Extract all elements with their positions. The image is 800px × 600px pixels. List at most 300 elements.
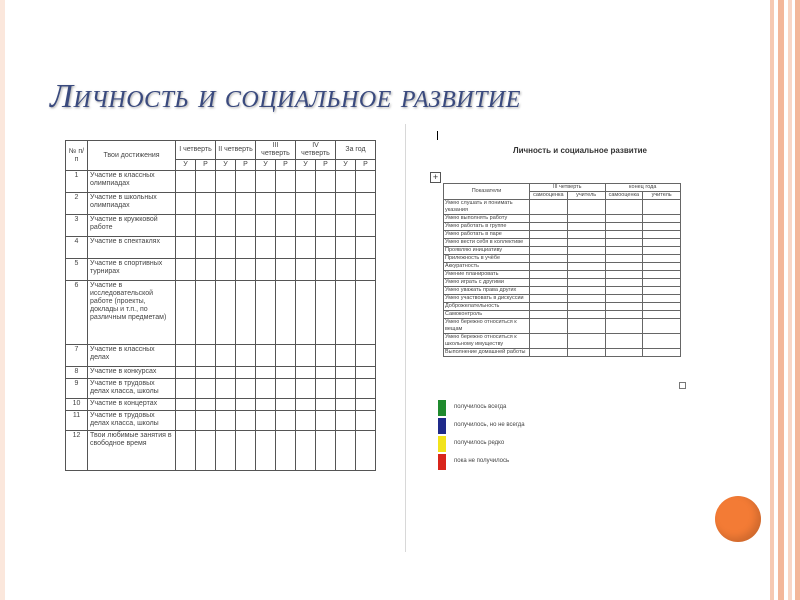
row-indicator: Аккуратность: [444, 263, 530, 271]
empty-cell[interactable]: [176, 215, 196, 237]
table-row: [66, 237, 376, 259]
empty-cell[interactable]: [643, 271, 681, 279]
empty-cell[interactable]: [605, 215, 643, 223]
empty-cell[interactable]: [567, 200, 605, 215]
legend-swatch: [438, 436, 446, 452]
empty-cell[interactable]: [296, 431, 316, 471]
empty-cell[interactable]: [530, 319, 568, 334]
empty-cell[interactable]: [530, 287, 568, 295]
table-row: [66, 171, 376, 193]
empty-cell[interactable]: [643, 319, 681, 334]
header-sub: Р: [276, 160, 296, 171]
empty-cell[interactable]: [236, 193, 256, 215]
empty-cell[interactable]: [256, 237, 276, 259]
empty-cell[interactable]: [256, 215, 276, 237]
empty-cell[interactable]: [567, 215, 605, 223]
row-achievement: Участие в классных делах: [88, 345, 176, 367]
empty-cell[interactable]: [256, 431, 276, 471]
empty-cell[interactable]: [196, 345, 216, 367]
empty-cell[interactable]: [216, 237, 236, 259]
empty-cell[interactable]: [530, 271, 568, 279]
empty-cell[interactable]: [196, 431, 216, 471]
row-achievement: Твои любимые занятия в свободное время: [88, 431, 176, 471]
empty-cell[interactable]: [336, 215, 356, 237]
header-achievements: Твои достижения: [88, 141, 176, 171]
row-indicator: Выполнение домашней работы: [444, 349, 530, 357]
empty-cell[interactable]: [196, 399, 216, 411]
table-row: [444, 279, 681, 287]
empty-cell[interactable]: [236, 281, 256, 345]
table-row: [66, 281, 376, 345]
row-achievement: Участие в школьных олимпиадах: [88, 193, 176, 215]
empty-cell[interactable]: [643, 311, 681, 319]
empty-cell[interactable]: [176, 379, 196, 399]
empty-cell[interactable]: [530, 311, 568, 319]
empty-cell[interactable]: [256, 399, 276, 411]
legend-item: [438, 418, 638, 434]
empty-cell[interactable]: [276, 171, 296, 193]
empty-cell[interactable]: [196, 237, 216, 259]
header-quarter: IV четверть: [296, 141, 336, 160]
table-row: [444, 334, 681, 349]
legend-label: получилось всегда: [454, 404, 507, 410]
social-development-table: [443, 183, 681, 357]
empty-cell[interactable]: [336, 345, 356, 367]
empty-cell[interactable]: [567, 319, 605, 334]
social-development-document: [443, 183, 681, 357]
empty-cell[interactable]: [530, 247, 568, 255]
empty-cell[interactable]: [356, 281, 376, 345]
row-indicator: Проявляю инициативу: [444, 247, 530, 255]
empty-cell[interactable]: [530, 231, 568, 239]
empty-cell[interactable]: [316, 345, 336, 367]
empty-cell[interactable]: [256, 411, 276, 431]
empty-cell[interactable]: [336, 379, 356, 399]
table-resize-handle[interactable]: [679, 382, 686, 389]
empty-cell[interactable]: [605, 295, 643, 303]
empty-cell[interactable]: [643, 334, 681, 349]
empty-cell[interactable]: [236, 411, 256, 431]
row-indicator: Умею слушать и понимать указания: [444, 200, 530, 215]
header-quarter: II четверть: [216, 141, 256, 160]
empty-cell[interactable]: [605, 223, 643, 231]
header-sub: У: [176, 160, 196, 171]
empty-cell[interactable]: [276, 259, 296, 281]
empty-cell[interactable]: [530, 303, 568, 311]
empty-cell[interactable]: [236, 431, 256, 471]
empty-cell[interactable]: [256, 281, 276, 345]
empty-cell[interactable]: [256, 345, 276, 367]
empty-cell[interactable]: [336, 411, 356, 431]
empty-cell[interactable]: [356, 215, 376, 237]
empty-cell[interactable]: [605, 349, 643, 357]
empty-cell[interactable]: [605, 271, 643, 279]
empty-cell[interactable]: [296, 367, 316, 379]
table-row: [66, 411, 376, 431]
row-indicator: Прилежность в учёбе: [444, 255, 530, 263]
row-number: 8: [66, 367, 88, 379]
header-number: № п/п: [66, 141, 88, 171]
decor-stripe: [770, 0, 774, 600]
empty-cell[interactable]: [356, 411, 376, 431]
empty-cell[interactable]: [316, 399, 336, 411]
empty-cell[interactable]: [176, 367, 196, 379]
empty-cell[interactable]: [276, 411, 296, 431]
empty-cell[interactable]: [567, 334, 605, 349]
row-achievement: Участие в исследовательской работе (проекты, доклады и т.п., по различным предметам): [88, 281, 176, 345]
empty-cell[interactable]: [296, 281, 316, 345]
empty-cell[interactable]: [276, 215, 296, 237]
row-achievement: Участие в трудовых делах класса, школы: [88, 411, 176, 431]
row-indicator: Умею бережно относиться к школьному имуществу: [444, 334, 530, 349]
legend-swatch: [438, 454, 446, 470]
row-number: 2: [66, 193, 88, 215]
empty-cell[interactable]: [605, 319, 643, 334]
empty-cell[interactable]: [530, 295, 568, 303]
empty-cell[interactable]: [216, 171, 236, 193]
legend-item: [438, 454, 638, 470]
empty-cell[interactable]: [196, 259, 216, 281]
table-row: [66, 399, 376, 411]
empty-cell[interactable]: [176, 411, 196, 431]
empty-cell[interactable]: [530, 263, 568, 271]
empty-cell[interactable]: [643, 231, 681, 239]
empty-cell[interactable]: [567, 255, 605, 263]
row-indicator: Умение планировать: [444, 271, 530, 279]
empty-cell[interactable]: [276, 367, 296, 379]
row-number: 4: [66, 237, 88, 259]
empty-cell[interactable]: [356, 193, 376, 215]
row-indicator: Умею работать в группе: [444, 223, 530, 231]
empty-cell[interactable]: [316, 215, 336, 237]
vertical-divider: [405, 124, 406, 552]
empty-cell[interactable]: [567, 247, 605, 255]
table-row: [444, 223, 681, 231]
empty-cell[interactable]: [176, 193, 196, 215]
empty-cell[interactable]: [316, 193, 336, 215]
empty-cell[interactable]: [196, 215, 216, 237]
empty-cell[interactable]: [643, 303, 681, 311]
empty-cell[interactable]: [216, 431, 236, 471]
empty-cell[interactable]: [296, 215, 316, 237]
row-number: 7: [66, 345, 88, 367]
empty-cell[interactable]: [176, 237, 196, 259]
empty-cell[interactable]: [356, 367, 376, 379]
header-sub: самооценка: [530, 192, 568, 200]
empty-cell[interactable]: [216, 193, 236, 215]
empty-cell[interactable]: [316, 259, 336, 281]
empty-cell[interactable]: [356, 345, 376, 367]
empty-cell[interactable]: [605, 287, 643, 295]
empty-cell[interactable]: [256, 259, 276, 281]
empty-cell[interactable]: [296, 345, 316, 367]
achievements-table: [65, 140, 376, 471]
empty-cell[interactable]: [356, 259, 376, 281]
header-sub: У: [256, 160, 276, 171]
empty-cell[interactable]: [316, 237, 336, 259]
table-row: [66, 367, 376, 379]
empty-cell[interactable]: [356, 431, 376, 471]
row-number: 6: [66, 281, 88, 345]
header-sub: учитель: [567, 192, 605, 200]
row-number: 5: [66, 259, 88, 281]
empty-cell[interactable]: [605, 200, 643, 215]
empty-cell[interactable]: [256, 379, 276, 399]
empty-cell[interactable]: [336, 237, 356, 259]
empty-cell[interactable]: [530, 239, 568, 247]
empty-cell[interactable]: [276, 345, 296, 367]
empty-cell[interactable]: [296, 193, 316, 215]
empty-cell[interactable]: [236, 237, 256, 259]
header-sub: У: [296, 160, 316, 171]
empty-cell[interactable]: [567, 287, 605, 295]
empty-cell[interactable]: [316, 431, 336, 471]
empty-cell[interactable]: [643, 255, 681, 263]
empty-cell[interactable]: [567, 231, 605, 239]
header-indicators: Показатели: [444, 184, 530, 200]
header-sub: учитель: [643, 192, 681, 200]
row-indicator: Самоконтроль: [444, 311, 530, 319]
table-row: [444, 247, 681, 255]
empty-cell[interactable]: [567, 311, 605, 319]
table-row: [444, 255, 681, 263]
row-indicator: Умею уважать права других: [444, 287, 530, 295]
row-achievement: Участие в конкурсах: [88, 367, 176, 379]
empty-cell[interactable]: [643, 223, 681, 231]
empty-cell[interactable]: [605, 334, 643, 349]
empty-cell[interactable]: [276, 281, 296, 345]
slide-title: Личность и социальное развитие: [50, 78, 521, 115]
empty-cell[interactable]: [643, 215, 681, 223]
empty-cell[interactable]: [567, 279, 605, 287]
row-number: 1: [66, 171, 88, 193]
empty-cell[interactable]: [296, 399, 316, 411]
row-achievement: Участие в спортивных турнирах: [88, 259, 176, 281]
table-row: [444, 271, 681, 279]
empty-cell[interactable]: [296, 411, 316, 431]
empty-cell[interactable]: [196, 367, 216, 379]
legend-item: [438, 400, 638, 416]
empty-cell[interactable]: [176, 259, 196, 281]
empty-cell[interactable]: [216, 379, 236, 399]
row-number: 9: [66, 379, 88, 399]
empty-cell[interactable]: [605, 311, 643, 319]
empty-cell[interactable]: [567, 295, 605, 303]
empty-cell[interactable]: [216, 411, 236, 431]
empty-cell[interactable]: [236, 345, 256, 367]
empty-cell[interactable]: [316, 171, 336, 193]
empty-cell[interactable]: [356, 399, 376, 411]
row-indicator: Умею участвовать в дискуссии: [444, 295, 530, 303]
empty-cell[interactable]: [605, 255, 643, 263]
empty-cell[interactable]: [336, 281, 356, 345]
row-indicator: Доброжелательность: [444, 303, 530, 311]
row-indicator: Умею бережно относиться к вещам: [444, 319, 530, 334]
empty-cell[interactable]: [296, 171, 316, 193]
empty-cell[interactable]: [605, 247, 643, 255]
empty-cell[interactable]: [567, 223, 605, 231]
header-year-end: конец года: [605, 184, 681, 192]
empty-cell[interactable]: [276, 237, 296, 259]
empty-cell[interactable]: [336, 193, 356, 215]
empty-cell[interactable]: [530, 200, 568, 215]
legend-item: [438, 436, 638, 452]
header-sub: Р: [356, 160, 376, 171]
table-row: [66, 259, 376, 281]
table-row: [444, 319, 681, 334]
empty-cell[interactable]: [643, 287, 681, 295]
empty-cell[interactable]: [276, 399, 296, 411]
table-row: [444, 263, 681, 271]
empty-cell[interactable]: [196, 171, 216, 193]
empty-cell[interactable]: [216, 367, 236, 379]
empty-cell[interactable]: [567, 263, 605, 271]
empty-cell[interactable]: [530, 255, 568, 263]
empty-cell[interactable]: [530, 334, 568, 349]
empty-cell[interactable]: [176, 345, 196, 367]
table-row: [444, 215, 681, 223]
empty-cell[interactable]: [216, 281, 236, 345]
empty-cell[interactable]: [605, 239, 643, 247]
empty-cell[interactable]: [643, 349, 681, 357]
empty-cell[interactable]: [567, 271, 605, 279]
table-row: [444, 231, 681, 239]
empty-cell[interactable]: [605, 279, 643, 287]
empty-cell[interactable]: [643, 263, 681, 271]
table-row: [444, 200, 681, 215]
decor-stripe: [778, 0, 784, 600]
empty-cell[interactable]: [256, 193, 276, 215]
empty-cell[interactable]: [176, 281, 196, 345]
empty-cell[interactable]: [605, 303, 643, 311]
row-achievement: Участие в трудовых делах класса, школы: [88, 379, 176, 399]
header-sub: У: [216, 160, 236, 171]
empty-cell[interactable]: [236, 259, 256, 281]
legend-label: получилось, но не всегда: [454, 422, 525, 428]
empty-cell[interactable]: [643, 279, 681, 287]
empty-cell[interactable]: [336, 367, 356, 379]
text-cursor: [437, 131, 438, 140]
empty-cell[interactable]: [196, 193, 216, 215]
empty-cell[interactable]: [336, 431, 356, 471]
empty-cell[interactable]: [236, 379, 256, 399]
empty-cell[interactable]: [196, 411, 216, 431]
row-number: 11: [66, 411, 88, 431]
empty-cell[interactable]: [605, 231, 643, 239]
empty-cell[interactable]: [567, 239, 605, 247]
empty-cell[interactable]: [336, 171, 356, 193]
empty-cell[interactable]: [296, 259, 316, 281]
left-edge-stripe: [0, 0, 5, 600]
table-move-handle-icon[interactable]: +: [430, 172, 441, 183]
row-indicator: Умею вести себя в коллективе: [444, 239, 530, 247]
empty-cell[interactable]: [356, 237, 376, 259]
legend-swatch: [438, 418, 446, 434]
empty-cell[interactable]: [236, 367, 256, 379]
empty-cell[interactable]: [176, 431, 196, 471]
row-achievement: Участие в спектаклях: [88, 237, 176, 259]
legend-label: пока не получилось: [454, 458, 510, 464]
empty-cell[interactable]: [530, 349, 568, 357]
table-row: [66, 345, 376, 367]
empty-cell[interactable]: [236, 171, 256, 193]
decor-circle: [715, 496, 761, 542]
achievements-document: [65, 140, 376, 490]
empty-cell[interactable]: [567, 349, 605, 357]
header-sub: Р: [316, 160, 336, 171]
empty-cell[interactable]: [567, 303, 605, 311]
header-sub: самооценка: [605, 192, 643, 200]
table-row: [66, 215, 376, 237]
table-row: [66, 379, 376, 399]
empty-cell[interactable]: [256, 367, 276, 379]
empty-cell[interactable]: [236, 215, 256, 237]
empty-cell[interactable]: [643, 295, 681, 303]
empty-cell[interactable]: [356, 171, 376, 193]
table-row: [444, 295, 681, 303]
row-achievement: Участие в кружковой работе: [88, 215, 176, 237]
table-row: [444, 239, 681, 247]
legend-swatch: [438, 400, 446, 416]
empty-cell[interactable]: [276, 193, 296, 215]
empty-cell[interactable]: [605, 263, 643, 271]
table-row: [444, 349, 681, 357]
empty-cell[interactable]: [216, 399, 236, 411]
row-number: 12: [66, 431, 88, 471]
empty-cell[interactable]: [256, 171, 276, 193]
row-number: 10: [66, 399, 88, 411]
empty-cell[interactable]: [236, 399, 256, 411]
decor-stripe: [788, 0, 792, 600]
empty-cell[interactable]: [643, 200, 681, 215]
empty-cell[interactable]: [176, 399, 196, 411]
empty-cell[interactable]: [643, 247, 681, 255]
header-quarter3: III четверть: [530, 184, 606, 192]
empty-cell[interactable]: [316, 379, 336, 399]
row-achievement: Участие в концертах: [88, 399, 176, 411]
empty-cell[interactable]: [196, 379, 216, 399]
table-row: [66, 193, 376, 215]
empty-cell[interactable]: [530, 279, 568, 287]
empty-cell[interactable]: [296, 379, 316, 399]
legend-label: получилось редко: [454, 440, 505, 446]
empty-cell[interactable]: [296, 237, 316, 259]
empty-cell[interactable]: [276, 379, 296, 399]
empty-cell[interactable]: [196, 281, 216, 345]
empty-cell[interactable]: [276, 431, 296, 471]
header-sub: Р: [196, 160, 216, 171]
empty-cell[interactable]: [356, 379, 376, 399]
empty-cell[interactable]: [336, 399, 356, 411]
empty-cell[interactable]: [176, 171, 196, 193]
empty-cell[interactable]: [316, 281, 336, 345]
table-row: [66, 431, 376, 471]
header-sub: У: [336, 160, 356, 171]
row-achievement: Участие в классных олимпиадах: [88, 171, 176, 193]
empty-cell[interactable]: [216, 345, 236, 367]
empty-cell[interactable]: [316, 411, 336, 431]
empty-cell[interactable]: [216, 259, 236, 281]
empty-cell[interactable]: [336, 259, 356, 281]
row-indicator: Умею играть с другими: [444, 279, 530, 287]
empty-cell[interactable]: [216, 215, 236, 237]
header-year: За год: [336, 141, 376, 160]
empty-cell[interactable]: [643, 239, 681, 247]
table-row: [444, 303, 681, 311]
empty-cell[interactable]: [530, 223, 568, 231]
empty-cell[interactable]: [530, 215, 568, 223]
empty-cell[interactable]: [316, 367, 336, 379]
